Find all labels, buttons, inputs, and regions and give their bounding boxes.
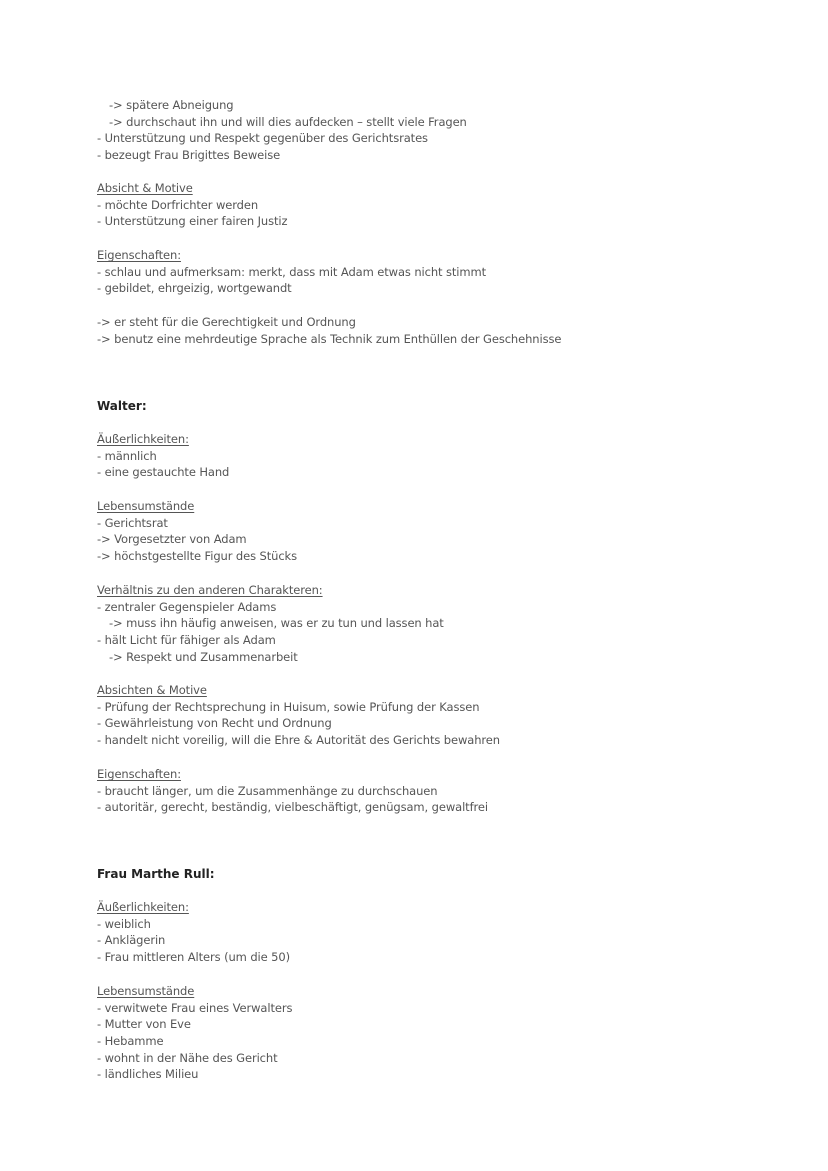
list-item: -> muss ihn häufig anweisen, was er zu tun und lassen hat <box>109 616 444 631</box>
list-item: - Anklägerin <box>97 933 166 948</box>
list-item: - handelt nicht voreilig, will die Ehre & Autorität des Gerichts bewahren <box>97 733 500 748</box>
intro-motives-section <box>97 180 797 230</box>
character-walter <box>97 398 797 415</box>
character-marthe <box>97 866 797 883</box>
list-item: - eine gestauchte Hand <box>97 465 230 480</box>
list-item: -> höchstgestellte Figur des Stücks <box>97 549 297 564</box>
intro-section <box>97 97 797 164</box>
list-item: -> Respekt und Zusammenarbeit <box>109 649 298 664</box>
marthe-appearance-section <box>97 899 797 966</box>
character-name: Frau Marthe Rull: <box>97 867 215 881</box>
list-item: - Hebamme <box>97 1034 164 1049</box>
list-item: - autoritär, gerecht, beständig, vielbeschäftigt, genügsam, gewaltfrei <box>97 800 488 815</box>
section-heading: Äußerlichkeiten: <box>97 432 189 446</box>
list-item: -> er steht für die Gerechtigkeit und Ordnung <box>97 315 356 329</box>
list-item: -> durchschaut ihn und will dies aufdecken – stellt viele Fragen <box>109 114 467 129</box>
list-item: -> benutz eine mehrdeutige Sprache als Technik zum Enthüllen der Geschehnisse <box>97 331 562 346</box>
walter-life-section <box>97 498 797 565</box>
section-heading: Absichten & Motive <box>97 683 207 697</box>
list-item: - Frau mittleren Alters (um die 50) <box>97 950 290 965</box>
walter-appearance-section <box>97 431 797 481</box>
list-item: - Prüfung der Rechtsprechung in Huisum, sowie Prüfung der Kassen <box>97 699 480 714</box>
intro-traits-section <box>97 247 797 297</box>
list-item: - schlau und aufmerksam: merkt, dass mit Adam etwas nicht stimmt <box>97 264 487 279</box>
section-heading: Verhältnis zu den anderen Charakteren: <box>97 583 323 597</box>
list-item: - ländliches Milieu <box>97 1067 199 1082</box>
list-item: -> Vorgesetzter von Adam <box>97 532 247 547</box>
list-item: -> spätere Abneigung <box>109 98 234 112</box>
list-item: - Gewährleistung von Recht und Ordnung <box>97 716 332 731</box>
list-item: - Unterstützung und Respekt gegenüber des Gerichtsrates <box>97 131 428 146</box>
list-item: - gebildet, ehrgeizig, wortgewandt <box>97 281 292 296</box>
list-item: - bezeugt Frau Brigittes Beweise <box>97 148 281 163</box>
section-heading: Eigenschaften: <box>97 767 181 781</box>
marthe-life-section <box>97 983 797 1083</box>
character-name: Walter: <box>97 399 147 413</box>
walter-motives-section <box>97 682 797 749</box>
walter-traits-section <box>97 766 797 816</box>
list-item: - wohnt in der Nähe des Gericht <box>97 1050 278 1065</box>
list-item: - Gerichtsrat <box>97 515 168 530</box>
section-heading: Absicht & Motive <box>97 181 193 195</box>
section-heading: Eigenschaften: <box>97 248 181 262</box>
section-heading: Lebensumstände <box>97 984 195 998</box>
intro-conclusions <box>97 314 797 347</box>
list-item: - Mutter von Eve <box>97 1017 191 1032</box>
list-item: - verwitwete Frau eines Verwalters <box>97 1000 293 1015</box>
list-item: - weiblich <box>97 916 151 931</box>
list-item: - männlich <box>97 448 157 463</box>
section-heading: Lebensumstände <box>97 499 195 513</box>
list-item: - zentraler Gegenspieler Adams <box>97 599 277 614</box>
list-item: - möchte Dorfrichter werden <box>97 197 259 212</box>
walter-relation-section <box>97 582 797 665</box>
section-heading: Äußerlichkeiten: <box>97 900 189 914</box>
list-item: - hält Licht für fähiger als Adam <box>97 633 276 648</box>
list-item: - braucht länger, um die Zusammenhänge zu durchschauen <box>97 783 438 798</box>
list-item: - Unterstützung einer fairen Justiz <box>97 214 288 229</box>
